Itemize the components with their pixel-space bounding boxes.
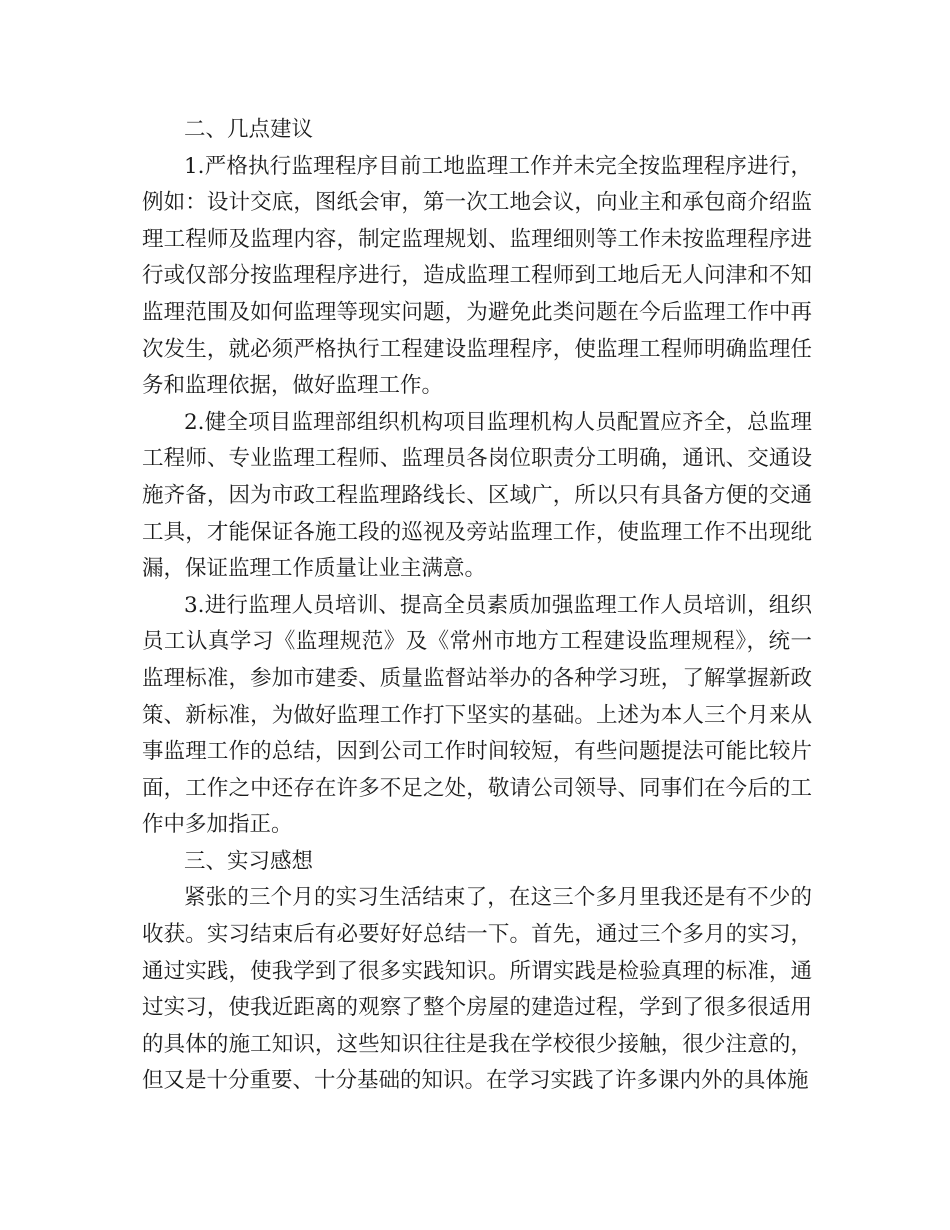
paragraph-reflections: 紧张的三个月的实习生活结束了，在这三个多月里我还是有不少的收获。实习结束后有必要好好总结一下。首先，通过三个多月的实习，通过实践，使我学到了很多实践知识。所谓实践是检验真理的标准，通过实习，使我近距离的观察了整个房屋的建造过程，学到了很多很适用的具体的施工知识，这些知识往往是我在学校很少接触，很少注意的，但又是十分重要、十分基础的知识。在学习实践了许多课内外的具体施	[142, 885, 812, 1094]
section-heading-suggestions: 二、几点建议	[184, 117, 314, 142]
section-heading-reflections: 三、实习感想	[184, 848, 314, 874]
paragraph-supervision-procedure: 1.严格执行监理程序目前工地监理工作并未完全按监理程序进行，例如：设计交底，图纸会审，第一次工地会议，向业主和承包商介绍监理工程师及监理内容，制定监理规划、监理细则等工作未按监理程序进行或仅部分按监理程序进行，造成监理工程师到工地后无人问津和不知监理范围及如何监理等现实问题，为避免此类问题在今后监理工作中再次发生，就必须严格执行工程建设监理程序，使监理工程师明确监理任务和监理依据，做好监理工作。	[142, 153, 812, 399]
document-body	[142, 112, 812, 1100]
paragraph-training: 3.进行监理人员培训、提高全员素质加强监理工作人员培训，组织员工认真学习《监理规范》及《常州市地方工程建设监理规程》，统一监理标准，参加市建委、质量监督站举办的各种学习班，了解掌握新政策、新标准，为做好监理工作打下坚实的基础。上述为本人三个月来从事监理工作的总结，因到公司工作时间较短，有些问题提法可能比较片面，工作之中还存在许多不足之处，敬请公司领导、同事们在今后的工作中多加指正。	[142, 592, 812, 838]
paragraph-organization: 2.健全项目监理部组织机构项目监理机构人员配置应齐全，总监理工程师、专业监理工程师、监理员各岗位职责分工明确，通讯、交通设施齐备，因为市政工程监理路线长、区域广，所以只有具备方便的交通工具，才能保证各施工段的巡视及旁站监理工作，使监理工作不出现纰漏，保证监理工作质量让业主满意。	[142, 409, 812, 582]
